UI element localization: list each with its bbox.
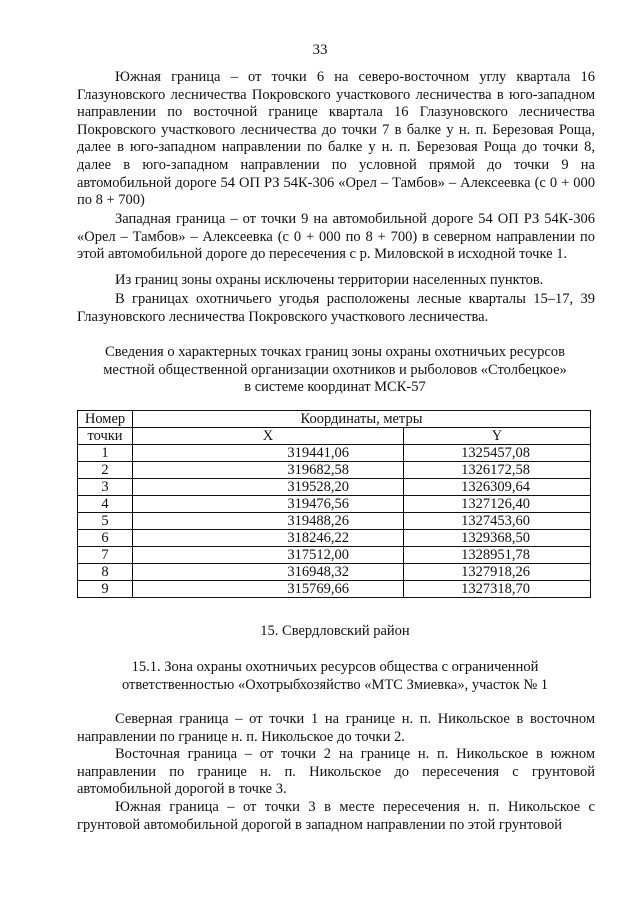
- point-number-cell: 8: [78, 564, 133, 581]
- table-row: [78, 479, 591, 496]
- y-coordinate-cell: 1329368,50: [404, 530, 591, 547]
- paragraph-forest-quarters: В границах охотничьего угодья расположены лесные кварталы 15–17, 39 Глазуновского лесничества Покровского участкового лесничества.: [77, 291, 595, 325]
- table-row: [78, 581, 591, 598]
- x-coordinate-cell: 318246,22: [133, 530, 404, 547]
- table-row: [78, 462, 591, 479]
- point-number-cell: 2: [78, 462, 133, 479]
- x-coordinate-cell: 319488,26: [133, 513, 404, 530]
- y-coordinate-cell: 1327318,70: [404, 581, 591, 598]
- section-title: 15. Свердловский район: [260, 623, 410, 639]
- x-coordinate-cell: 317512,00: [133, 547, 404, 564]
- y-coordinate-cell: 1328951,78: [404, 547, 591, 564]
- paragraph-east-border: Восточная граница – от точки 2 на границе н. п. Никольское в южном направлении по границе н. п. Никольское до пересечения с грунтовой автомобильной дорогой в точке 3.: [77, 746, 595, 798]
- point-number-cell: 3: [78, 479, 133, 496]
- header-x: X: [133, 428, 404, 445]
- header-point-number: Номер: [78, 411, 133, 428]
- point-number-cell: 6: [78, 530, 133, 547]
- page-number: 33: [312, 42, 328, 58]
- x-coordinate-cell: 319528,20: [133, 479, 404, 496]
- subsection-title-line-2: ответственностью «Охотрыбхозяйство «МТС Змиевка», участок № 1: [121, 676, 549, 693]
- table-caption-line-1: Сведения о характерных точках границ зоны охраны охотничьих ресурсов: [105, 344, 565, 360]
- x-coordinate-cell: 319476,56: [133, 496, 404, 513]
- x-coordinate-cell: 316948,32: [133, 564, 404, 581]
- table-caption: [70, 344, 600, 397]
- y-coordinate-cell: 1327453,60: [404, 513, 591, 530]
- subsection-title: [70, 659, 600, 694]
- y-coordinate-cell: 1326172,58: [404, 462, 591, 479]
- point-number-cell: 7: [78, 547, 133, 564]
- x-coordinate-cell: 319682,58: [133, 462, 404, 479]
- subsection-title-line-1: 15.1. Зона охраны охотничьих ресурсов общества с ограниченной: [131, 659, 539, 675]
- table-caption-line-3: в системе координат МСК-57: [244, 379, 426, 396]
- table-row: [78, 496, 591, 513]
- table-row: [78, 530, 591, 547]
- paragraph-north-border: Северная граница – от точки 1 на границе н. п. Никольское в восточном направлении по границе н. п. Никольское до точки 2.: [77, 711, 595, 745]
- y-coordinate-cell: 1327918,26: [404, 564, 591, 581]
- coordinates-table-body: [78, 445, 591, 598]
- table-row: [78, 547, 591, 564]
- paragraph-south-border-2: Южная граница – от точки 3 в месте пересечения н. п. Никольское с грунтовой автомобильной дорогой в западном направлении по этой грунтовой: [77, 799, 595, 833]
- coordinates-table: [77, 410, 591, 598]
- point-number-cell: 4: [78, 496, 133, 513]
- header-y: Y: [404, 428, 591, 445]
- header-point-number-line2: точки: [78, 428, 133, 445]
- table-row: [78, 564, 591, 581]
- paragraph-excluded: Из границ зоны охраны исключены территории населенных пунктов.: [115, 272, 544, 288]
- header-coordinates: Координаты, метры: [133, 411, 591, 428]
- x-coordinate-cell: 315769,66: [133, 581, 404, 598]
- paragraph-west-border: Западная граница – от точки 9 на автомобильной дороге 54 ОП РЗ 54К-306 «Орел – Тамбов» – Алексеевка (с 0 + 000 по 8 + 700) в северном направлении по этой автомобильной дороге до пересечения с р. Миловской в исходной точке 1.: [77, 211, 595, 263]
- y-coordinate-cell: 1326309,64: [404, 479, 591, 496]
- table-row: [78, 445, 591, 462]
- table-row: [78, 513, 591, 530]
- point-number-cell: 1: [78, 445, 133, 462]
- point-number-cell: 9: [78, 581, 133, 598]
- y-coordinate-cell: 1325457,08: [404, 445, 591, 462]
- x-coordinate-cell: 319441,06: [133, 445, 404, 462]
- paragraph-south-border: Южная граница – от точки 6 на северо-восточном углу квартала 16 Глазуновского лесничества Покровского участкового лесничества в юго-западном направлении по восточной границе квартала 16 Глазуновского лесничества Покровского участкового лесничества до точки 7 в балке у н. п. Березовая Роща, далее в юго-западном направлении по балке у н. п. Березовая Роща до точки 8, далее в юго-западном направлении по условной прямой до точки 9 на автомобильной дороге 54 ОП РЗ 54К-306 «Орел – Тамбов» – Алексеевка (с 0 + 000 по 8 + 700): [77, 69, 595, 209]
- y-coordinate-cell: 1327126,40: [404, 496, 591, 513]
- point-number-cell: 5: [78, 513, 133, 530]
- table-caption-line-2: местной общественной организации охотников и рыболовов «Столбецкое»: [103, 361, 567, 378]
